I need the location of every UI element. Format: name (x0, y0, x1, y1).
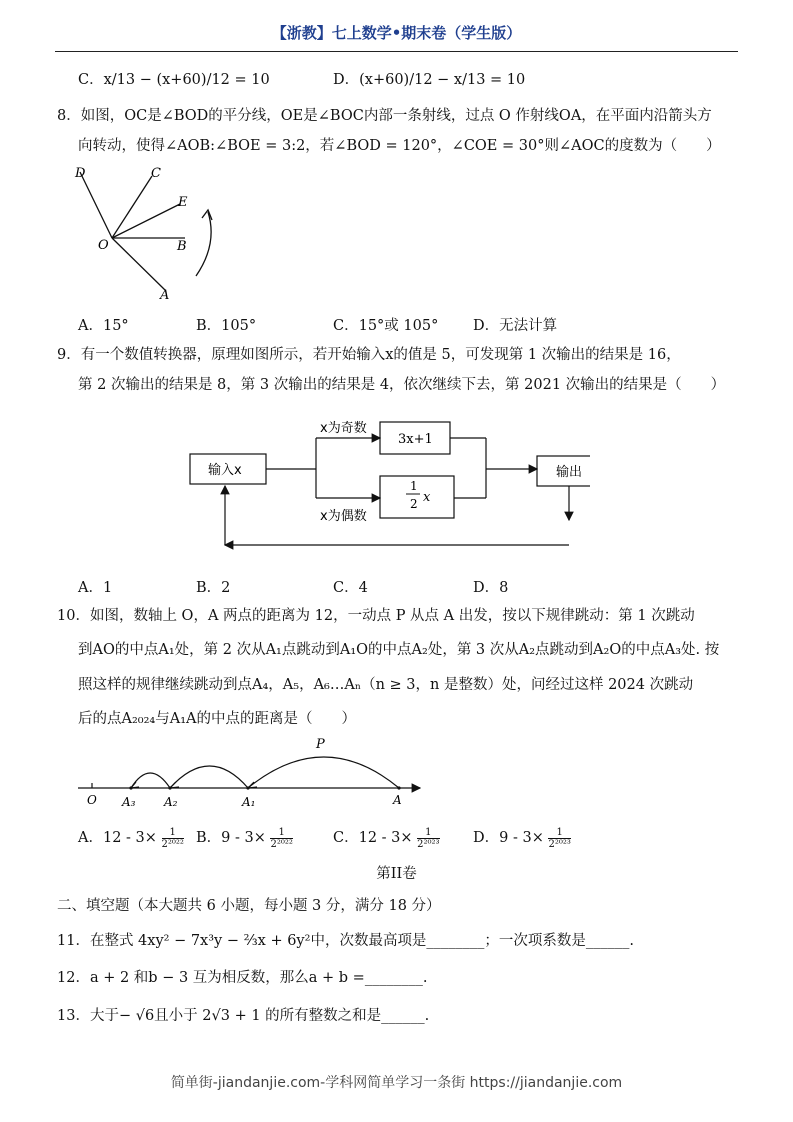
q7-option-c (78, 68, 270, 89)
q10-option-b-den: 2²⁰²² (270, 838, 293, 850)
q9-line-2: 第 2 次输出的结果是 8，第 3 次输出的结果是 4，依次继续下去，第 2021 次输出的结果是（ ） (78, 377, 726, 393)
jump-arrowhead-2 (170, 782, 179, 788)
even-op-numerator: 1 (410, 479, 418, 493)
q7-option-d (333, 68, 525, 89)
jump-arc-2 (170, 766, 248, 788)
q10-line-3: 照这样的规律继续跳动到点A₄，A₅，A₆…Aₙ（n ≥ 3，n 是整数）处，问经过这样 2024 次跳动 (78, 677, 694, 693)
label-p: P (316, 737, 325, 752)
q10-option-b-prefix: B．9 - 3× (196, 830, 266, 846)
q7-option-c-text: C．x/13 − (x+60)/12 = 10 (78, 72, 270, 88)
label-a2: A₂ (164, 795, 178, 809)
q10-option-c-den: 2²⁰²³ (417, 838, 440, 850)
q10-option-d-num: 1 (548, 827, 570, 839)
q8-option-c: C．15°或 105° (333, 318, 439, 334)
section-title: 第II卷 (376, 866, 417, 882)
label-a3: A₃ (122, 795, 136, 809)
q10-option-b-num: 1 (270, 827, 292, 839)
q8-option-d: D．无法计算 (473, 318, 558, 334)
odd-op-text: 3x+1 (398, 432, 433, 447)
label-e: E (178, 195, 188, 210)
output-label: 输出 (556, 465, 583, 480)
q9-option-a: A．1 (78, 580, 113, 596)
label-b: B (177, 239, 187, 254)
q8-line-2: 向转动，使得∠AOB:∠BOE = 3:2，若∠BOD = 120°，∠COE = 30°则∠AOC的度数为（ ） (78, 138, 721, 154)
q10-line-2: 到AO的中点A₁处，第 2 次从A₁点跳动到A₁O的中点A₂处，第 3 次从A₂点跳动到A₂O的中点A₃处. 按 (78, 642, 720, 658)
q10-option-a-den: 2²⁰²² (161, 838, 184, 850)
q10-option-a-prefix: A．12 - 3× (78, 830, 157, 846)
q11-text: 11．在整式 4xy² − 7x³y − ⅔x + 6y²中，次数最高项是________；一次项系数是______. (57, 933, 635, 949)
label-o: O (98, 238, 109, 253)
q10-option-a (78, 826, 184, 850)
q7-option-d-text: D．(x+60)/12 − x/13 = 10 (333, 72, 526, 88)
even-op-denominator: 2 (410, 497, 418, 511)
label-a: A (160, 288, 170, 303)
q10-option-c-prefix: C．12 - 3× (333, 830, 413, 846)
q10-option-d-prefix: D．9 - 3× (473, 830, 544, 846)
label-a1: A₁ (242, 795, 256, 809)
q12-text: 12．a + 2 和b − 3 互为相反数，那么a + b =________. (57, 970, 428, 986)
q8-option-a: A．15° (78, 318, 129, 334)
label-a: A (393, 793, 402, 807)
label-c: C (151, 166, 161, 181)
q10-option-a-num: 1 (162, 827, 184, 839)
footer-watermark: 简单街-jiandanjie.com-学科网简单学习一条街 https://jiandanjie.com (170, 1075, 623, 1091)
q9-option-d: D．8 (473, 580, 509, 596)
q8-line-1: 8．如图，OC是∠BOD的平分线，OE是∠BOC内部一条射线，过点 O 作射线OA，在平面内沿箭头方 (57, 108, 712, 124)
fill-in-section-heading: 二、填空题（本大题共 6 小题，每小题 3 分，满分 18 分） (57, 898, 441, 914)
input-label: 输入x (208, 463, 242, 478)
q10-option-b (196, 826, 293, 850)
even-condition-label: x为偶数 (320, 509, 367, 524)
point-a (397, 786, 400, 789)
ray-oa (112, 238, 165, 290)
rotation-arrowhead (202, 210, 212, 220)
q9-option-b: B．2 (196, 580, 231, 596)
jump-arc-1 (248, 757, 399, 788)
header-rule (55, 51, 738, 52)
q10-line-1: 10．如图，数轴上 O，A 两点的距离为 12，一动点 P 从点 A 出发，按以下规律跳动：第 1 次跳动 (57, 608, 695, 624)
label-o: O (87, 793, 97, 807)
point-a2 (168, 786, 171, 789)
q10-line-4: 后的点A₂₀₂₄与A₁A的中点的距离是（ ） (78, 711, 356, 727)
rotation-arrow (196, 212, 211, 276)
odd-condition-label: x为奇数 (320, 421, 367, 436)
q10-option-c (333, 826, 440, 850)
q9-converter-diagram (180, 410, 590, 555)
q8-option-b: B．105° (196, 318, 257, 334)
q9-option-c: C．4 (333, 580, 368, 596)
point-a3 (129, 786, 132, 789)
q10-option-d (473, 826, 571, 850)
even-op-variable: x (423, 490, 431, 505)
label-d: D (75, 166, 86, 181)
point-a1 (246, 786, 249, 789)
page-header-title: 【浙教】七上数学•期末卷（学生版） (271, 24, 522, 42)
jump-arc-3 (131, 773, 170, 788)
q9-line-1: 9．有一个数值转换器，原理如图所示，若开始输入x的值是 5，可发现第 1 次输出的结果是 16， (57, 347, 681, 363)
q10-number-line-figure (70, 732, 430, 812)
q13-text: 13．大于− √6且小于 2√3 + 1 的所有整数之和是______. (57, 1008, 430, 1024)
q10-option-d-den: 2²⁰²³ (548, 838, 571, 850)
q10-option-c-num: 1 (417, 827, 439, 839)
q8-angle-figure (60, 160, 250, 305)
ray-od (80, 172, 112, 238)
